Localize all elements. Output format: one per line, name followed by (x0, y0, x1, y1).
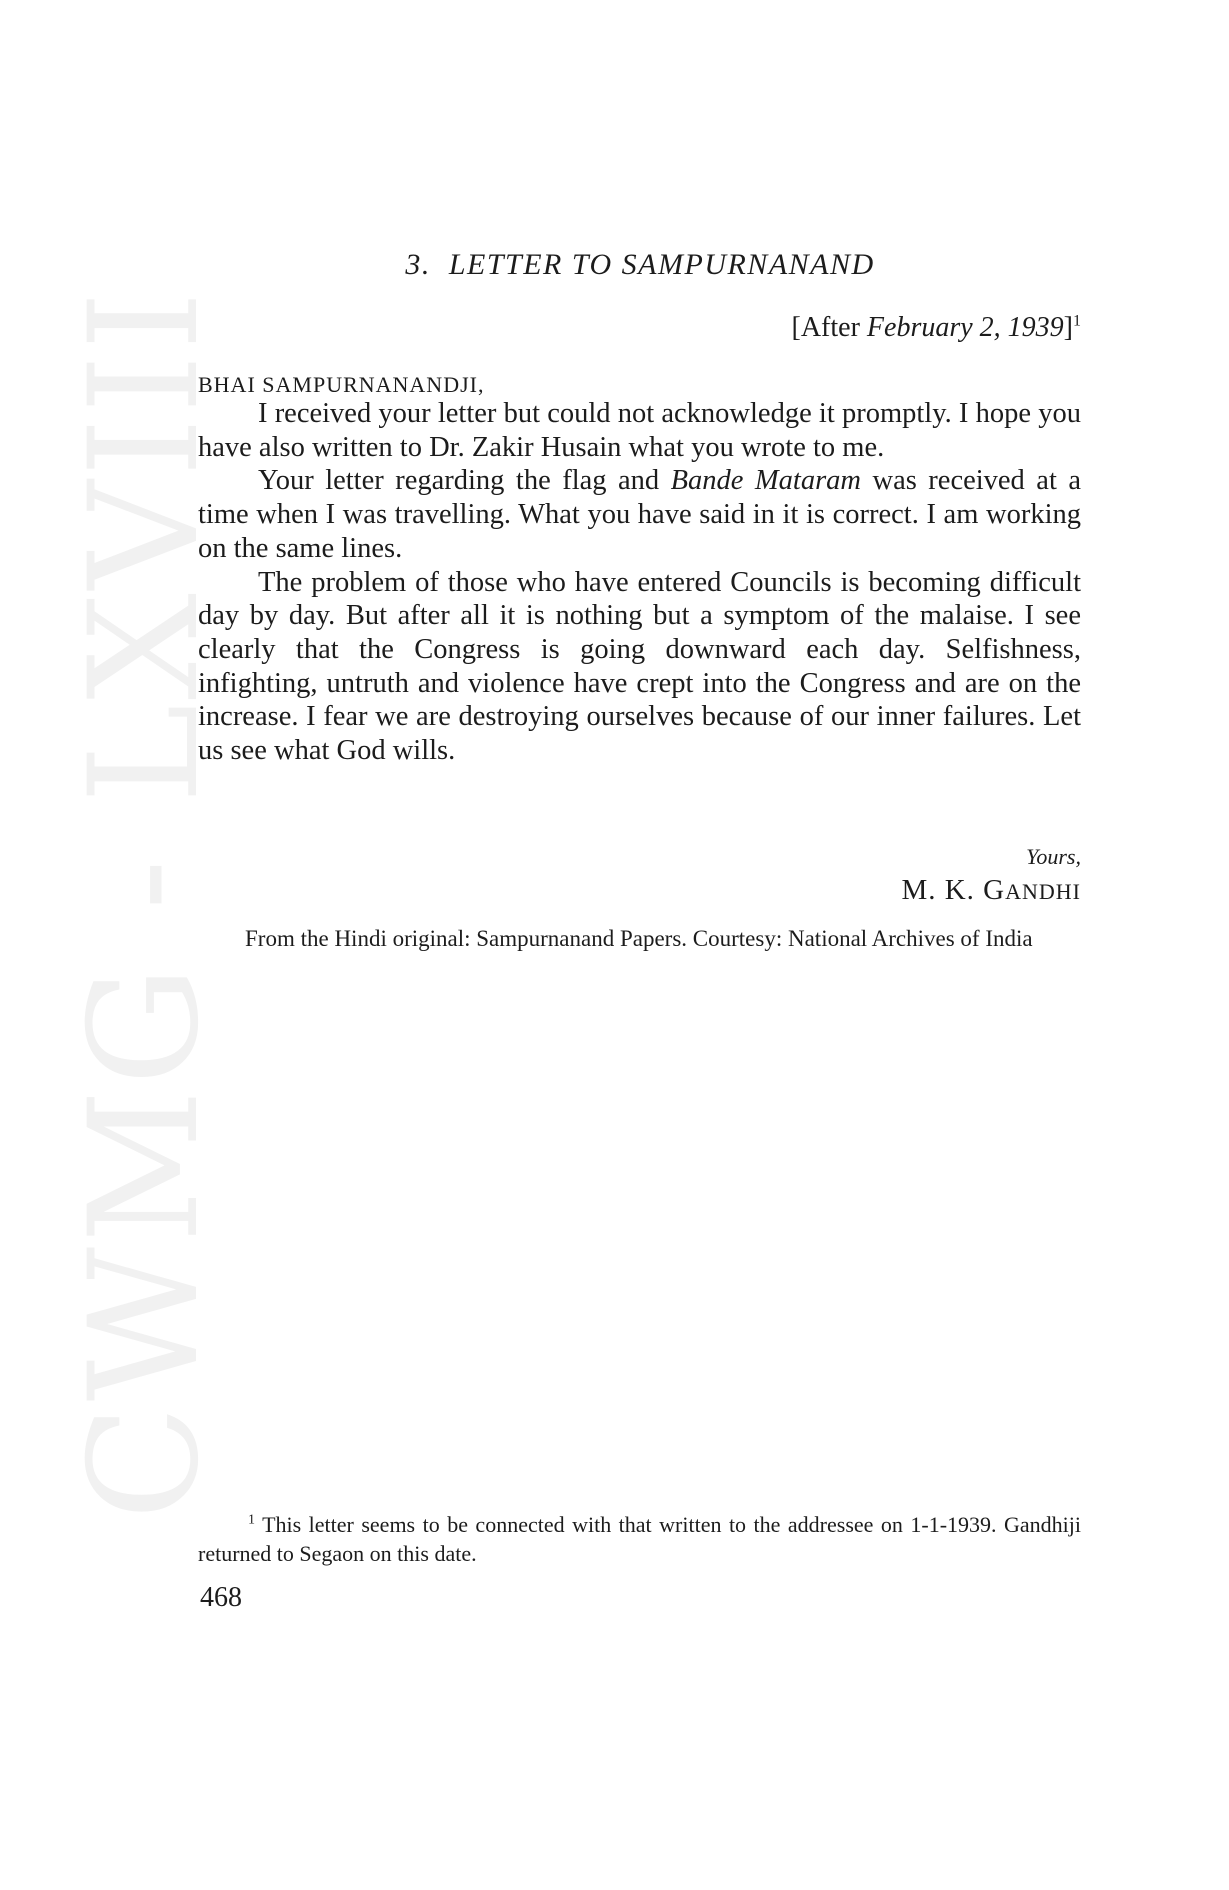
paragraph-2-end: was received at a time when I was travelling. What you have said in it is correct. I am working on the same lines. (198, 465, 1081, 564)
letter-number: 3. (405, 248, 431, 281)
paragraph-2-italic: Bande Mataram (670, 465, 862, 497)
closing: Yours, (1026, 844, 1081, 869)
footnote-text: This letter seems to be connected with that written to the addressee on 1-1-1939. Gandhiji returned to Segaon on this date. (198, 1512, 1081, 1566)
signature-name (901, 874, 1081, 907)
paragraph-3: The problem of those who have entered Councils is becoming difficult day by day. But after all it is nothing but a symptom of the malaise. I see clearly that the Congress is going downward each day. Selfishness, infighting, untruth and violence have crept into the Congress and are on the increase. I fear we are destroying ourselves because of our inner failures. Let us see what God wills. (198, 566, 1081, 767)
dateline (792, 312, 1082, 344)
dateline-footnote-mark: 1 (1073, 312, 1081, 330)
salutation: BHAI SAMPURNANANDJI, (198, 372, 485, 397)
dateline-month-day: February 2, (866, 312, 1001, 343)
footnote (198, 1510, 1081, 1568)
cwmg-watermark: CWMG - LXVIII (58, 287, 232, 1520)
dateline-prefix: [After (791, 312, 867, 343)
signature-name-prefix: M. K. G (901, 874, 1006, 906)
letter-heading (200, 248, 1080, 282)
signature-name-rest: ANDHI (1005, 879, 1081, 904)
dateline-suffix: ] (1063, 312, 1073, 343)
paragraph-1: I received your letter but could not acknowledge it promptly. I hope you have also written to Dr. Zakir Husain what you wrote to me. (198, 398, 1081, 463)
footnote-mark: 1 (248, 1512, 255, 1528)
paragraph-2 (198, 464, 1081, 565)
paragraph-2-start: Your letter regarding the flag and (258, 465, 671, 497)
dateline-year: 1939 (1007, 312, 1064, 343)
letter-title: LETTER TO SAMPURNANAND (448, 248, 875, 281)
page-number: 468 (200, 1582, 242, 1613)
letter-body (198, 397, 1081, 768)
source-note: From the Hindi original: Sampurnanand Papers. Courtesy: National Archives of India (245, 926, 1033, 951)
